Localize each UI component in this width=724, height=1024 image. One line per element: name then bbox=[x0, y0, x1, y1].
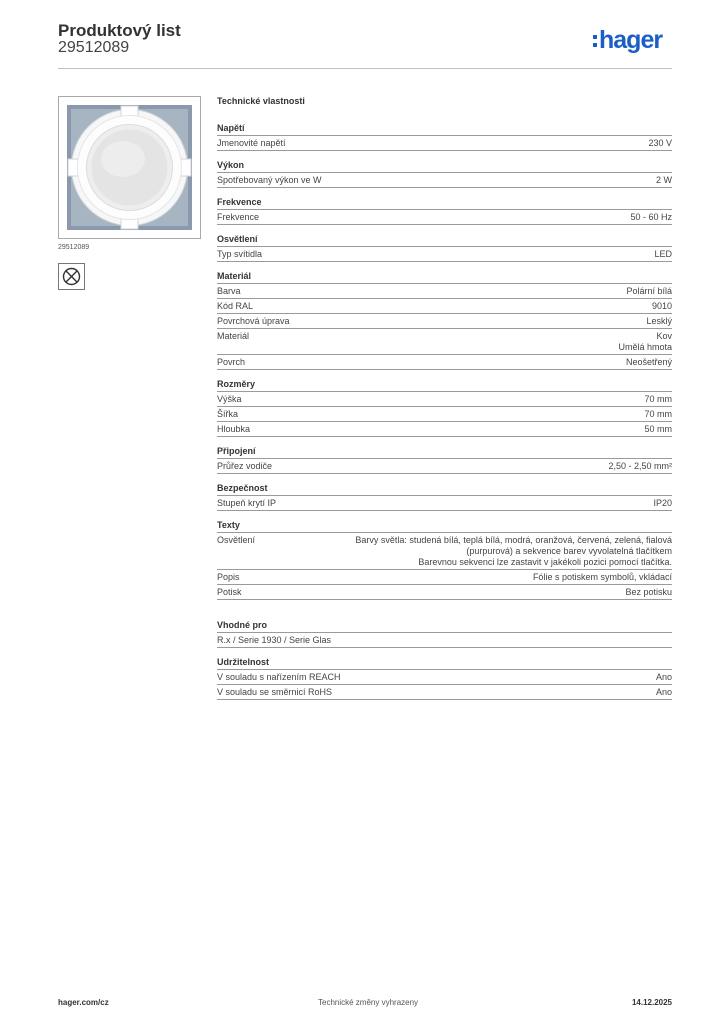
section-heading: Texty bbox=[217, 520, 672, 533]
section-heading: Frekvence bbox=[217, 197, 672, 210]
section-heading: Výkon bbox=[217, 160, 672, 173]
spec-row bbox=[217, 299, 672, 314]
spec-row bbox=[217, 585, 672, 600]
spec-label: Výška bbox=[217, 394, 242, 404]
spec-row bbox=[217, 407, 672, 422]
spec-value: Ano bbox=[655, 687, 672, 697]
section-heading: Bezpečnost bbox=[217, 483, 672, 496]
spec-label: Stupeň krytí IP bbox=[217, 498, 277, 508]
spec-section bbox=[217, 657, 672, 700]
spec-value: Kov Umělá hmota bbox=[618, 331, 672, 352]
page-title: Produktový list bbox=[58, 21, 181, 40]
hager-logo bbox=[593, 26, 662, 55]
spec-label: Jmenovité napětí bbox=[217, 138, 286, 148]
lamp-symbol-icon bbox=[58, 263, 85, 290]
spec-row bbox=[217, 173, 672, 188]
section-heading: Rozměry bbox=[217, 379, 672, 392]
spec-section bbox=[217, 160, 672, 188]
spec-label: Průřez vodiče bbox=[217, 461, 273, 471]
spec-value: Barvy světla: studená bílá, teplá bílá, modrá, oranžová, červená, zelená, fialová (purpurová) a sekvence barev vyvolatelná tlačítkem Barevnou sekvenci lze zastavit v jakékoli pozici pomocí tlačítka. bbox=[355, 535, 672, 567]
logo-text: hager bbox=[599, 26, 663, 54]
spec-row bbox=[217, 284, 672, 299]
spec-section bbox=[217, 483, 672, 511]
spec-value: Bez potisku bbox=[625, 587, 672, 597]
section-heading: Napětí bbox=[217, 123, 672, 136]
spec-row bbox=[217, 355, 672, 370]
spec-row bbox=[217, 533, 672, 570]
spec-section bbox=[217, 446, 672, 474]
spec-value: IP20 bbox=[653, 498, 672, 508]
spec-section bbox=[217, 379, 672, 437]
spec-row bbox=[217, 210, 672, 225]
spec-row bbox=[217, 496, 672, 511]
spec-value: Lesklý bbox=[646, 316, 672, 326]
spec-value: Fólie s potiskem symbolů, vkládací bbox=[532, 572, 672, 582]
spec-section bbox=[217, 271, 672, 370]
spec-label: Povrchová úprava bbox=[217, 316, 290, 326]
spec-row bbox=[217, 633, 672, 648]
spec-label: Popis bbox=[217, 572, 240, 582]
spec-section bbox=[217, 123, 672, 151]
spec-value: 2 W bbox=[655, 175, 672, 185]
spec-label: Potisk bbox=[217, 587, 242, 597]
logo-dots-icon bbox=[593, 30, 598, 50]
spec-value: 50 mm bbox=[644, 424, 672, 434]
header-divider bbox=[58, 68, 672, 69]
spec-value: Polární bílá bbox=[626, 286, 672, 296]
spec-label: V souladu se směrnicí RoHS bbox=[217, 687, 333, 697]
spec-row bbox=[217, 392, 672, 407]
spec-row bbox=[217, 422, 672, 437]
technical-specs bbox=[217, 96, 672, 709]
spec-value: 2,50 - 2,50 mm² bbox=[608, 461, 672, 471]
spec-section bbox=[217, 234, 672, 262]
spec-label: Spotřebovaný výkon ve W bbox=[217, 175, 322, 185]
spec-label: Barva bbox=[217, 286, 241, 296]
spec-row bbox=[217, 136, 672, 151]
spec-section bbox=[217, 520, 672, 600]
spec-row bbox=[217, 314, 672, 329]
spec-value: LED bbox=[654, 249, 672, 259]
spec-value: 50 - 60 Hz bbox=[630, 212, 672, 222]
footer-website: hager.com/cz bbox=[58, 998, 109, 1007]
spec-row bbox=[217, 670, 672, 685]
spec-label: Typ svítidla bbox=[217, 249, 263, 259]
section-heading: Osvětlení bbox=[217, 234, 672, 247]
section-heading: Materiál bbox=[217, 271, 672, 284]
image-caption: 29512089 bbox=[58, 244, 90, 251]
spec-row bbox=[217, 329, 672, 355]
section-heading: Vhodné pro bbox=[217, 620, 672, 633]
spec-label: Frekvence bbox=[217, 212, 260, 222]
spec-value: Neošetřený bbox=[625, 357, 672, 367]
product-photo-icon bbox=[59, 97, 200, 238]
specs-heading: Technické vlastnosti bbox=[217, 96, 305, 106]
spec-section bbox=[217, 197, 672, 225]
spec-row bbox=[217, 459, 672, 474]
footer-date: 14.12.2025 bbox=[631, 998, 672, 1007]
spec-label: Šířka bbox=[217, 409, 239, 419]
spec-section bbox=[217, 620, 672, 648]
product-image bbox=[58, 96, 201, 239]
spec-row bbox=[217, 685, 672, 700]
spec-value: 70 mm bbox=[644, 409, 672, 419]
spec-value: 70 mm bbox=[644, 394, 672, 404]
spec-label: Kód RAL bbox=[217, 301, 254, 311]
spec-value: 230 V bbox=[648, 138, 672, 148]
spec-row bbox=[217, 570, 672, 585]
spec-value: Ano bbox=[655, 672, 672, 682]
product-code: 29512089 bbox=[58, 39, 130, 56]
spec-row bbox=[217, 247, 672, 262]
spec-value: 9010 bbox=[651, 301, 672, 311]
spec-label: Osvětlení bbox=[217, 535, 256, 545]
spec-label: Povrch bbox=[217, 357, 246, 367]
spec-label: V souladu s nařízením REACH bbox=[217, 672, 341, 682]
spec-label: R.x / Serie 1930 / Serie Glas bbox=[217, 635, 332, 645]
section-heading: Udržitelnost bbox=[217, 657, 672, 670]
section-heading: Připojení bbox=[217, 446, 672, 459]
spec-label: Materiál bbox=[217, 331, 250, 341]
spec-label: Hloubka bbox=[217, 424, 251, 434]
footer-note: Technické změny vyhrazeny bbox=[318, 998, 419, 1007]
